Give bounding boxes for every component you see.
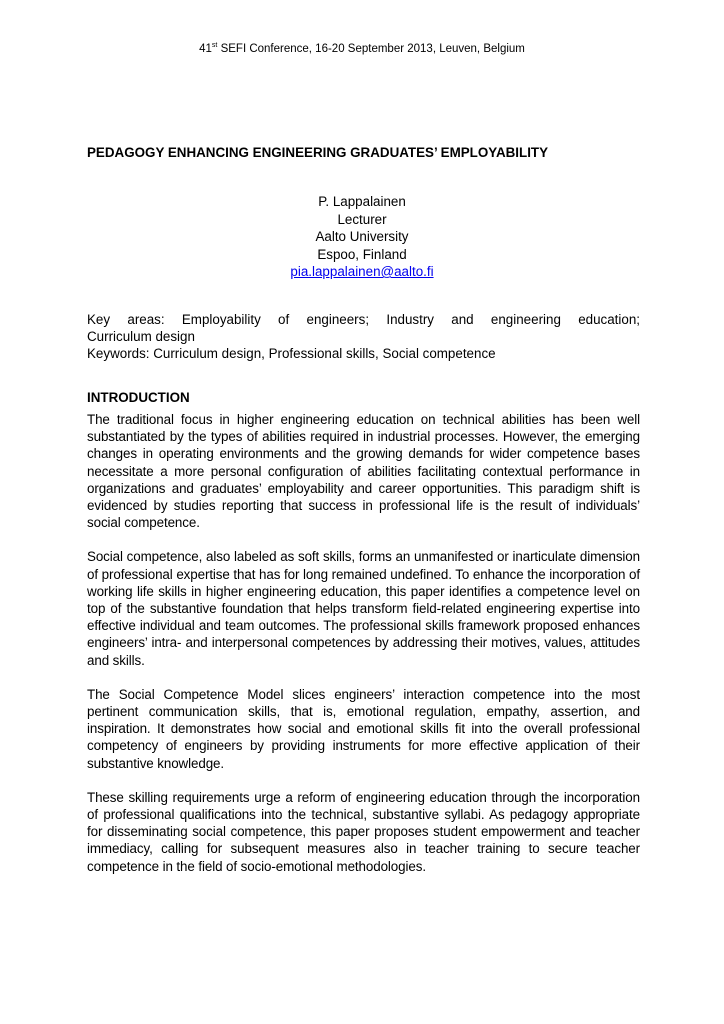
keywords: Keywords: Curriculum design, Professional skills, Social competence [87,346,496,362]
author-email-link[interactable]: pia.lappalainen@aalto.fi [290,264,434,279]
section-heading-introduction: INTRODUCTION [87,390,190,405]
author-location: Espoo, Finland [317,246,407,262]
author-position: Lecturer [337,211,387,227]
key-areas-line-2: Curriculum design [87,329,195,345]
key-areas-line-1: Key areas: Employability of engineers; Industry and engineering education; [87,312,640,327]
body-paragraph: The Social Competence Model slices engineers’ interaction competence into the most pertinent communication skills, that is, emotional regulation, empathy, assertion, and inspiration. It demonstrates how social and emotional skills fit into the overall professional competency of engineers by providing instruments for more effective application of their substantive knowledge. [87,686,640,771]
paper-title: PEDAGOGY ENHANCING ENGINEERING GRADUATES’ EMPLOYABILITY [87,145,549,160]
conference-name: SEFI Conference, 16-20 September 2013, Leuven, Belgium [220,42,525,55]
conference-ordinal-suffix: st [211,42,218,49]
author-name: P. Lappalainen [318,194,406,209]
body-paragraph: The traditional focus in higher engineering education on technical abilities has been well substantiated by the types of abilities required in industrial processes. However, the emerging changes in operating environments and the growing demands for wider competence bases necessitate a more personal configuration of abilities facilitating contextual performance in organizations and graduates’ employability and career opportunities. This paradigm shift is evidenced by studies reporting that success in professional life is the result of individuals’ social competence. [87,412,640,531]
author-affiliation: Aalto University [315,229,409,244]
author-block [0,193,724,281]
conference-ordinal: 41 [199,42,212,55]
introduction-body [87,411,640,892]
body-paragraph: Social competence, also labeled as soft skills, forms an unmanifested or inarticulate dimension of professional expertise that has for long remained undefined. To enhance the incorporation of working life skills in higher engineering education, this paper identifies a competence level on top of the substantive foundation that helps transform field-related engineering expertise into effective individual and team outcomes. The professional skills framework proposed enhances engineers’ intra- and interpersonal competences by addressing their motives, values, attitudes and skills. [87,549,640,668]
body-paragraph: These skilling requirements urge a reform of engineering education through the incorporation of professional qualifications into the technical, substantive syllabi. As pedagogy appropriate for disseminating social competence, this paper proposes student empowerment and teacher immediacy, calling for subsequent measures also in teacher training to secure teacher competence in the field of socio-emotional methodologies. [87,789,640,874]
key-areas-block [87,311,640,363]
running-header [0,42,724,55]
